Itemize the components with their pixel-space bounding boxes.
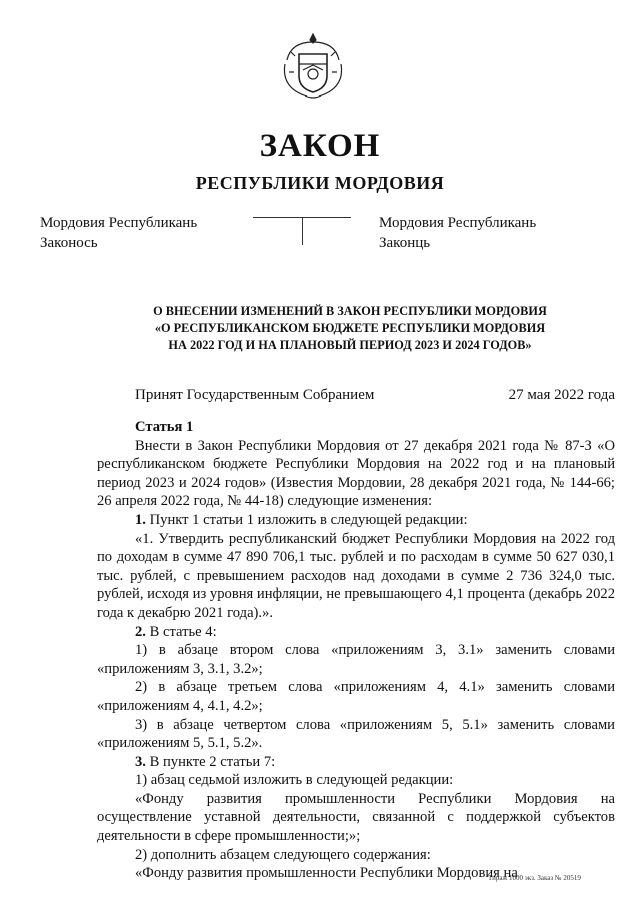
subpoint: 1) абзац седьмой изложить в следующей редакции: bbox=[135, 772, 454, 789]
subpoint-quote: «Фонду развития промышленности Республики Мордовия на bbox=[135, 865, 518, 882]
subpoint: 2) дополнить абзацем следующего содержания: bbox=[135, 846, 431, 863]
law-title-line: НА 2022 ГОД И НА ПЛАНОВЫЙ ПЕРИОД 2023 И 2024 ГОДОВ» bbox=[168, 338, 532, 352]
law-title-line: О ВНЕСЕНИИ ИЗМЕНЕНИЙ В ЗАКОН РЕСПУБЛИКИ МОРДОВИЯ bbox=[153, 304, 547, 318]
subpoint: 3) в абзаце четвертом слова «приложениям 5, 5.1» заменить словами «приложениям 5, 5.1, 5.2». bbox=[97, 716, 615, 752]
point-text: В пункте 2 статьи 7: bbox=[145, 753, 276, 770]
subpoint: 2) в абзаце третьем слова «приложениям 4, 4.1» заменить словами «приложениям 4, 4.1, 4.2»; bbox=[97, 679, 615, 714]
point-number: 2. bbox=[135, 623, 146, 640]
point-text: Пункт 1 статьи 1 изложить в следующей редакции: bbox=[145, 511, 468, 528]
adoption-date: 27 мая 2022 года bbox=[508, 387, 615, 403]
document-subtitle: РЕСПУБЛИКИ МОРДОВИЯ bbox=[195, 173, 445, 193]
print-info: Тираж 1000 экз. Заказ № 20519 bbox=[488, 874, 581, 882]
point-1-quote: «1. Утвердить республиканский бюджет Республики Мордовия на 2022 год по доходам в сумме 47 890 706,1 тыс. рублей и по расходам в сумме 50 627 030,1 тыс. рублей, с превышением расходов над доходами в сумме 2 736 324,0 тыс. рублей, исходя из уровня инфляции, не превышающего 4,1 процента (декабрь 2022 года к декабрю 2021 года).». bbox=[97, 530, 615, 621]
header-divider-vertical bbox=[302, 217, 303, 245]
header-right-line: Мордовия Республикань bbox=[379, 215, 537, 231]
article-intro: Внести в Закон Республики Мордовия от 27 декабря 2021 года № 87-З «О республиканском бюджете Республики Мордовия на 2022 год и на плановый период 2023 и 2024 годов» (Известия Мордовии, 28 декабря 2021 года, № 144-66; 26 апреля 2022 года, № 44-18) следующие изменения: bbox=[97, 437, 615, 510]
point-2 bbox=[97, 623, 615, 642]
document-title: ЗАКОН bbox=[259, 128, 381, 164]
coat-of-arms-emblem bbox=[277, 30, 349, 102]
point-text: В статье 4: bbox=[145, 623, 217, 640]
subpoint: 1) в абзаце втором слова «приложениям 3, 3.1» заменить словами «приложениям 3, 3.1, 3.2»; bbox=[97, 642, 615, 677]
law-title-line: «О РЕСПУБЛИКАНСКОМ БЮДЖЕТЕ РЕСПУБЛИКИ МОРДОВИЯ bbox=[154, 321, 546, 335]
header-right-block bbox=[379, 213, 536, 253]
point-3 bbox=[97, 753, 615, 772]
point-1 bbox=[97, 511, 615, 530]
point-number: 1. bbox=[135, 511, 146, 528]
header-right-line: Законць bbox=[379, 235, 431, 251]
subpoint-quote: «Фонду развития промышленности Республики Мордовия на осуществление уставной деятельности, связанной с поддержкой субъектов деятельности в сфере промышленности;»; bbox=[97, 790, 615, 845]
header-left-line: Мордовия Республикань bbox=[40, 215, 198, 231]
article-heading: Статья 1 bbox=[135, 419, 194, 435]
article-body bbox=[97, 418, 615, 883]
law-title bbox=[100, 303, 600, 354]
point-number: 3. bbox=[135, 753, 146, 770]
adoption-text: Принят Государственным Собранием bbox=[135, 387, 375, 403]
header-left-line: Законось bbox=[40, 235, 98, 251]
header-left-block bbox=[40, 213, 197, 253]
